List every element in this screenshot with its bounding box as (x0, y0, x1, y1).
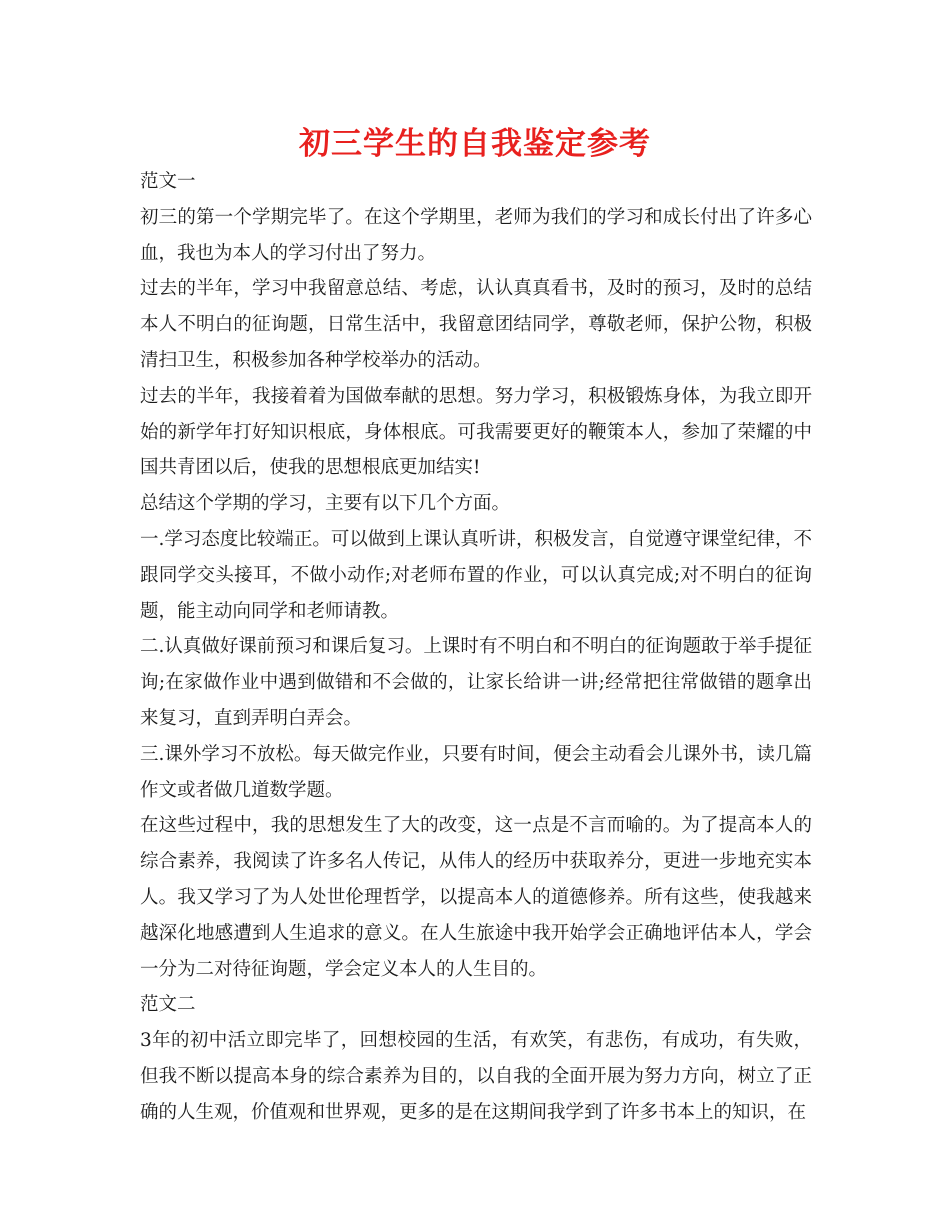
paragraph: 过去的半年，学习中我留意总结、考虑，认认真真看书，及时的预习，及时的总结本人不明白的征询题，日常生活中，我留意团结同学，尊敬老师，保护公物，积极清扫卫生，积极参加各种学校举办的活动。 (140, 278, 812, 371)
section-heading-1: 范文一 (140, 171, 196, 192)
paragraph: 在这些过程中，我的思想发生了大的改变，这一点是不言而喻的。为了提高本人的综合素养，我阅读了许多名人传记，从伟人的经历中获取养分，更进一步地充实本人。我又学习了为人处世伦理哲学，以提高本人的道德修养。所有这些，使我越来越深化地感遭到人生追求的意义。在人生旅途中我开始学会正确地评估本人，学会一分为二对待征询题，学会定义本人的人生目的。 (140, 815, 812, 980)
paragraph: 3年的初中活立即完毕了，回想校园的生活，有欢笑，有悲伤，有成功，有失败，但我不断以提高本身的综合素养为目的，以自我的全面开展为努力方向，树立了正确的人生观，价值观和世界观，更多的是在这期间我学到了许多书本上的知识，在 (140, 1030, 812, 1123)
document-title: 初三学生的自我鉴定参考 (299, 126, 651, 162)
list-item-3: 三.课外学习不放松。每天做完作业，只要有时间，便会主动看会儿课外书，读几篇作文或者做几道数学题。 (140, 743, 812, 801)
paragraph: 总结这个学期的学习，主要有以下几个方面。 (140, 493, 511, 515)
list-item-2: 二.认真做好课前预习和课后复习。上课时有不明白和不明白的征询题敢于举手提征询;在家做作业中遇到做错和不会做的，让家长给讲一讲;经常把往常做错的题拿出来复习，直到弄明白弄会。 (140, 636, 812, 729)
paragraph: 初三的第一个学期完毕了。在这个学期里，老师为我们的学习和成长付出了许多心血，我也为本人的学习付出了努力。 (140, 206, 812, 264)
section-heading-2: 范文二 (140, 994, 196, 1016)
document-body (140, 164, 812, 1131)
paragraph: 过去的半年，我接着着为国做奉献的思想。努力学习，积极锻炼身体，为我立即开始的新学年打好知识根底，身体根底。可我需要更好的鞭策本人，参加了荣耀的中国共青团以后，使我的思想根底更加结实! (140, 385, 812, 479)
list-item-1: 一.学习态度比较端正。可以做到上课认真听讲，积极发言，自觉遵守课堂纪律，不跟同学交头接耳，不做小动作;对老师布置的作业，可以认真完成;对不明白的征询题，能主动向同学和老师请教。 (140, 528, 812, 622)
